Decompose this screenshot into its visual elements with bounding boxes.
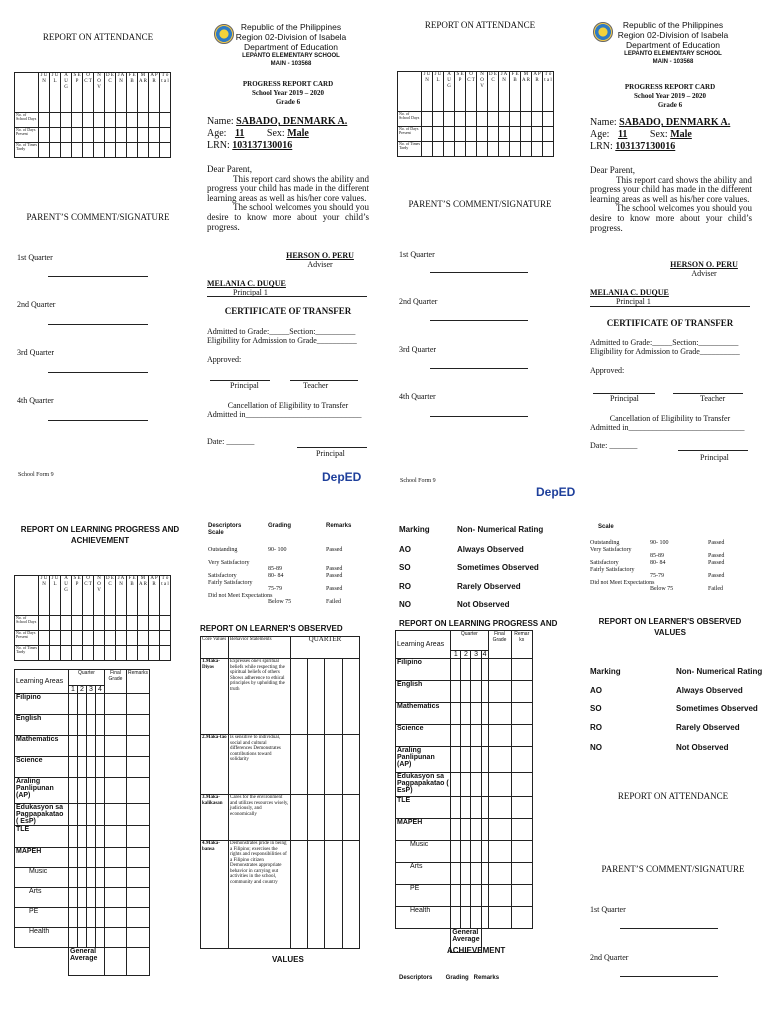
learning-areas-header: Learning Areas (396, 631, 451, 659)
marking-rating: Sometimes Observed (457, 563, 539, 572)
core-value-label: 4.Maka-bansa (201, 841, 229, 949)
descriptor-remark: Passed (326, 573, 343, 579)
parents-comment-title: PARENT’S COMMENT/SIGNATURE (601, 864, 745, 874)
subject-label: TLE (15, 826, 69, 848)
student-name: SABADO, DENMARK A. (619, 117, 731, 128)
certificate-title: CERTIFICATE OF TRANSFER (224, 306, 352, 316)
student-age: 11 (617, 129, 628, 140)
marking-rating: Always Observed (676, 686, 743, 695)
adviser-title: Adviser (691, 269, 717, 278)
subject-label: Music (15, 868, 69, 888)
subject-label: Science (15, 757, 69, 778)
month-header: M A R (521, 72, 532, 112)
descriptor-label: Satisfactory (208, 573, 237, 579)
quarter-label: 2nd Quarter (17, 300, 56, 309)
quarter-number: 2 (77, 686, 86, 694)
values-title: REPORT ON LEARNER'S OBSERVED (200, 624, 343, 633)
month-header: T o t a l (543, 72, 554, 112)
letter-paragraph-1: This report card shows the ability and progress your child has made in the different learning areas as well as his/her core values. (590, 174, 752, 204)
attendance-row-label: No. of School Days (398, 112, 422, 127)
descriptor-remark: Failed (326, 599, 341, 605)
descriptor-remark: Passed (708, 540, 725, 546)
learning-title: REPORT ON LEARNING PROGRESS AND ACHIEVEMENT (20, 525, 180, 545)
quarter-label: 3rd Quarter (17, 348, 55, 357)
marking-code: SO (590, 704, 602, 713)
student-age: 11 (234, 128, 245, 139)
attendance-title: REPORT ON ATTENDANCE (617, 791, 729, 801)
subject-label: Health (396, 907, 451, 929)
attendance-row-label: No. of Times Tardy (398, 142, 422, 157)
header-region: Region 02-Division of Isabela (617, 30, 729, 40)
header-school: LEPANTO ELEMENTARY SCHOOL (242, 53, 340, 59)
subject-label: Edukasyon sa Pagpapakatao ( EsP) (15, 804, 69, 826)
general-average-label: General Average (69, 948, 105, 976)
letter-salutation: Dear Parent, (207, 164, 252, 174)
school-year: School Year 2019 – 2020 (634, 92, 706, 100)
descriptor-label: Very Satisfactory (590, 547, 632, 553)
month-header: J U N (39, 73, 50, 113)
month-header: D E C (488, 72, 499, 112)
attendance-title: REPORT ON ATTENDANCE (42, 32, 154, 42)
header-republic: Republic of the Philippines (622, 20, 724, 30)
lrn-label: LRN: (207, 140, 230, 151)
card-title: PROGRESS REPORT CARD (242, 80, 334, 88)
marking-header: Marking (590, 667, 621, 676)
principal-bottom-label: Principal (316, 449, 345, 458)
quarter-label: 1st Quarter (590, 905, 626, 914)
values-table (200, 636, 360, 949)
grade-range: 75-79 (650, 573, 664, 579)
school-year: School Year 2019 – 2020 (252, 89, 324, 97)
quarter-label: 2nd Quarter (399, 297, 438, 306)
subject-label: Filipino (396, 659, 451, 681)
month-header: S E P (72, 576, 83, 616)
values-label: VALUES (272, 955, 304, 964)
descriptor-remark: Passed (326, 586, 343, 592)
principal-signature-label: Principal (230, 381, 259, 390)
admitted-in: Admitted in_____________________________ (590, 423, 745, 432)
month-header: J A N (116, 73, 127, 113)
descriptor-label: Fairly Satisfactory (590, 567, 635, 573)
name-label: Name: (207, 116, 234, 127)
grade-range: 80- 84 (650, 560, 666, 566)
deped-logo-icon: DepED (536, 485, 576, 499)
subject-label: Edukasyon sa Pagpapakatao ( EsP) (396, 773, 451, 797)
descriptors-bottom-header: Descriptors Grading Remarks (399, 975, 500, 981)
scale-header: Scale (598, 524, 614, 530)
remarks-header: Remarks (126, 670, 149, 694)
final-grade-header: Final Grade (104, 670, 126, 694)
subject-label: Science (396, 725, 451, 747)
date-label: Date: _______ (207, 437, 255, 446)
subject-label: PE (15, 908, 69, 928)
quarter-label: 1st Quarter (17, 253, 53, 262)
subject-label: Health (15, 928, 69, 948)
principal-signature-label: Principal (610, 394, 639, 403)
month-header: A U G (61, 576, 72, 616)
month-header: A U G (61, 73, 72, 113)
month-header: T o t a l (160, 73, 171, 113)
eligibility-grade: Eligibility for Admission to Grade__________ (590, 347, 740, 356)
subject-label: Filipino (15, 694, 69, 715)
achievement-label: ACHIEVEMENT (447, 946, 506, 955)
subject-label: Arts (15, 888, 69, 908)
marking-rating: Not Observed (676, 743, 729, 752)
quarter-number: 1 (69, 686, 78, 694)
quarter-header: QUARTER (291, 637, 360, 659)
descriptor-label: Outstanding (590, 540, 620, 546)
quarter-number: 4 (482, 651, 487, 658)
quarter-number: 1 (451, 651, 461, 659)
core-value-label: 3.Maka-kalikasan (201, 795, 229, 841)
grade-range: 85-89 (650, 553, 664, 559)
grade-range: 75-79 (268, 586, 282, 592)
descriptor-remark: Passed (708, 553, 725, 559)
quarter-number: 3 (471, 651, 481, 659)
learning-table (14, 669, 150, 976)
admitted-grade: Admitted to Grade:_____Section:__________ (590, 338, 739, 347)
header-region: Region 02-Division of Isabela (235, 32, 347, 42)
principal-name: MELANIA C. DUQUE (590, 288, 669, 297)
attendance-row-label: No. of Times Tardy (15, 646, 39, 661)
month-header: A P R (149, 73, 160, 113)
header-main: MAIN - 103568 (652, 59, 694, 65)
deped-logo-icon: DepED (322, 470, 362, 484)
month-header: N O V (94, 576, 105, 616)
subject-label: Araling Panlipunan (AP) (15, 778, 69, 804)
age-label: Age: (207, 128, 227, 139)
month-header: S E P (455, 72, 466, 112)
subject-label: Mathematics (15, 736, 69, 757)
student-name: SABADO, DENMARK A. (236, 116, 348, 127)
header-dept: Department of Education (625, 40, 721, 50)
marking-rating: Rarely Observed (457, 582, 521, 591)
month-header: D E C (105, 576, 116, 616)
student-lrn: 103137130016 (232, 140, 293, 151)
month-header: F E B (127, 73, 138, 113)
letter-paragraph-2: The school welcomes you should you desire to know more about your child’s progress. (207, 202, 369, 232)
principal-title: Principal 1 (616, 297, 651, 306)
marking-code: NO (399, 600, 411, 609)
subject-label: English (15, 715, 69, 736)
behavior-statement: Cares for the environment and utilizes resources wisely, judiciously, and economically (229, 795, 291, 841)
quarter-label: 4th Quarter (17, 396, 54, 405)
core-value-label: 2.Maka-tao (201, 735, 229, 795)
month-header: O C T (466, 72, 477, 112)
attendance-row-label: No. of Days Present (15, 631, 39, 646)
month-header: J U N (422, 72, 433, 112)
month-header: J U N (39, 576, 50, 616)
letter-paragraph-1: This report card shows the ability and progress your child has made in the different learning areas as well as his/her core values. (207, 173, 369, 203)
adviser-title: Adviser (307, 260, 333, 269)
quarter-header: Quarter (451, 631, 488, 651)
remarks-header: Remarks (326, 523, 352, 529)
marking-code: RO (399, 582, 411, 591)
grade-range: 85-89 (268, 566, 282, 572)
quarter-label: 4th Quarter (399, 392, 436, 401)
behavior-statement: Expresses one's spiritual beliefs while respecting the spiritual beliefs of others Shows adherence to ethical principles by upholding the truth (229, 659, 291, 735)
subject-label: Mathematics (396, 703, 451, 725)
approved-label: Approved: (207, 355, 242, 364)
marking-code: RO (590, 723, 602, 732)
general-average-label: General Average (451, 929, 481, 953)
principal-name: MELANIA C. DUQUE (207, 279, 286, 288)
quarter-number: 4 (95, 686, 104, 694)
adviser-name: HERSON O. PERU (286, 251, 354, 260)
header-main: MAIN - 103568 (270, 61, 312, 67)
grade-range: Below 75 (650, 586, 674, 592)
rating-header: Non- Numerical Rating (676, 667, 763, 676)
month-header: F E B (127, 576, 138, 616)
attendance-row-label: No. of Days Present (15, 128, 39, 143)
month-header: J A N (499, 72, 510, 112)
admitted-in: Admitted in_____________________________ (207, 410, 362, 419)
sex-label: Sex: (266, 128, 285, 139)
student-sex: Male (287, 128, 309, 139)
eligibility-grade: Eligibility for Admission to Grade__________ (207, 336, 357, 345)
attendance-row-label: No. of School Days (15, 113, 39, 128)
attendance-row-label: No. of Days Present (398, 127, 422, 142)
month-header: J U L (50, 73, 61, 113)
attendance-table (14, 575, 171, 661)
school-form-label: School Form 9 (18, 472, 54, 478)
values-title: REPORT ON LEARNER'S OBSERVED VALUES (598, 617, 742, 637)
marking-code: NO (590, 743, 602, 752)
header-republic: Republic of the Philippines (240, 22, 342, 32)
letter-paragraph-2: The school welcomes you should you desire to know more about your child’s progress. (590, 203, 752, 233)
subject-label: PE (396, 885, 451, 907)
header-school: LEPANTO ELEMENTARY SCHOOL (624, 51, 722, 57)
grade-range: 90- 100 (650, 540, 669, 546)
descriptors-header: Descriptors (208, 523, 242, 529)
marking-code: AO (399, 545, 411, 554)
descriptor-remark: Passed (708, 560, 725, 566)
quarter-number: 3 (86, 686, 95, 694)
month-header: T o t a l (160, 576, 171, 616)
marking-code: AO (590, 686, 602, 695)
descriptor-remark: Passed (708, 573, 725, 579)
school-form-label: School Form 9 (400, 478, 436, 484)
learning-areas-header: Learning Areas (15, 670, 69, 694)
month-header: A P R (149, 576, 160, 616)
cancellation-title: Cancellation of Eligibility to Transfer (227, 401, 349, 410)
grade-level: Grade 6 (657, 101, 683, 109)
subject-label: Music (396, 841, 451, 863)
descriptor-remark: Passed (326, 566, 343, 572)
teacher-signature-label: Teacher (700, 394, 726, 403)
parents-comment-title: PARENT’S COMMENT/SIGNATURE (26, 212, 170, 222)
month-header: J U L (50, 576, 61, 616)
subject-label: MAPEH (15, 848, 69, 868)
behavior-statement: Is sensitive to individual, social and cultural differences Demonstrates contributions toward solidarity (229, 735, 291, 795)
grade-range: Below 75 (268, 599, 292, 605)
month-header: M A R (138, 576, 149, 616)
grade-range: 80- 84 (268, 573, 284, 579)
admitted-grade: Admitted to Grade:_____Section:__________ (207, 327, 356, 336)
remarks-header: Remar ks (511, 631, 532, 659)
marking-rating: Not Observed (457, 600, 510, 609)
behavior-header: Behavior Statements (229, 637, 291, 659)
subject-label: MAPEH (396, 819, 451, 841)
teacher-signature-label: Teacher (303, 381, 329, 390)
attendance-title: REPORT ON ATTENDANCE (424, 20, 536, 30)
month-header: J A N (116, 576, 127, 616)
month-header: D E C (105, 73, 116, 113)
marking-code: SO (399, 563, 411, 572)
marking-rating: Rarely Observed (676, 723, 740, 732)
marking-rating: Always Observed (457, 545, 524, 554)
descriptor-label: Satisfactory (590, 560, 619, 566)
learning-table (395, 630, 533, 953)
quarter-number: 2 (461, 651, 471, 659)
cancellation-title: Cancellation of Eligibility to Transfer (609, 414, 731, 423)
learning-title: REPORT ON LEARNING PROGRESS AND (399, 619, 558, 628)
subject-label: Arts (396, 863, 451, 885)
descriptor-remark: Passed (326, 547, 343, 553)
behavior-statement: Demonstrates pride in being a Filipino; exercises the rights and responsibilities of a Filipino citizen Demonstrates appropriate behavior in carrying out activities in the school, community and country (229, 841, 291, 949)
core-value-label: 1.Maka-Diyos (201, 659, 229, 735)
descriptor-label: Outstanding (208, 547, 238, 553)
subject-label: TLE (396, 797, 451, 819)
lrn-label: LRN: (590, 141, 613, 152)
grade-level: Grade 6 (275, 98, 301, 106)
descriptor-label: Did not Meet Expectations (590, 580, 655, 586)
descriptor-label: Did not Meet Expectations (208, 593, 273, 599)
core-values-header: Core Values (201, 637, 229, 659)
month-header: S E P (72, 73, 83, 113)
month-header: N O V (477, 72, 488, 112)
marking-header: Marking (399, 525, 430, 534)
attendance-row-label: No. of School Days (15, 616, 39, 631)
descriptor-label: Fairly Satisfactory (208, 580, 253, 586)
name-label: Name: (590, 117, 617, 128)
attendance-table (14, 72, 171, 158)
header-dept: Department of Education (243, 42, 339, 52)
descriptor-remark: Failed (708, 586, 723, 592)
date-label: Date: _______ (590, 441, 638, 450)
attendance-table (397, 71, 554, 157)
subject-label: English (396, 681, 451, 703)
month-header: A P R (532, 72, 543, 112)
letter-salutation: Dear Parent, (590, 165, 635, 175)
parents-comment-title: PARENT’S COMMENT/SIGNATURE (408, 199, 552, 209)
adviser-name: HERSON O. PERU (670, 260, 738, 269)
grading-header: Grading (268, 523, 292, 529)
certificate-title: CERTIFICATE OF TRANSFER (606, 318, 734, 328)
marking-rating: Sometimes Observed (676, 704, 758, 713)
age-label: Age: (590, 129, 610, 140)
grade-range: 90- 100 (268, 547, 287, 553)
quarter-label: 3rd Quarter (399, 345, 437, 354)
scale-header: Scale (208, 530, 224, 536)
descriptor-label: Very Satisfactory (208, 560, 250, 566)
final-grade-header: Final Grade (488, 631, 511, 659)
attendance-row-label: No. of Times Tardy (15, 143, 39, 158)
rating-header: Non- Numerical Rating (457, 525, 544, 534)
sex-label: Sex: (649, 129, 668, 140)
student-lrn: 103137130016 (615, 141, 676, 152)
quarter-label: 1st Quarter (399, 250, 435, 259)
principal-bottom-label: Principal (700, 453, 729, 462)
approved-label: Approved: (590, 366, 625, 375)
month-header: F E B (510, 72, 521, 112)
principal-title: Principal 1 (233, 288, 268, 297)
month-header: A U G (444, 72, 455, 112)
student-sex: Male (670, 129, 692, 140)
subject-label: Araling Panlipunan (AP) (396, 747, 451, 773)
quarter-header: Quarter (69, 670, 105, 686)
card-title: PROGRESS REPORT CARD (624, 83, 716, 91)
month-header: N O V (94, 73, 105, 113)
month-header: M A R (138, 73, 149, 113)
quarter-label: 2nd Quarter (590, 953, 629, 962)
month-header: O C T (83, 73, 94, 113)
month-header: O C T (83, 576, 94, 616)
month-header: J U L (433, 72, 444, 112)
